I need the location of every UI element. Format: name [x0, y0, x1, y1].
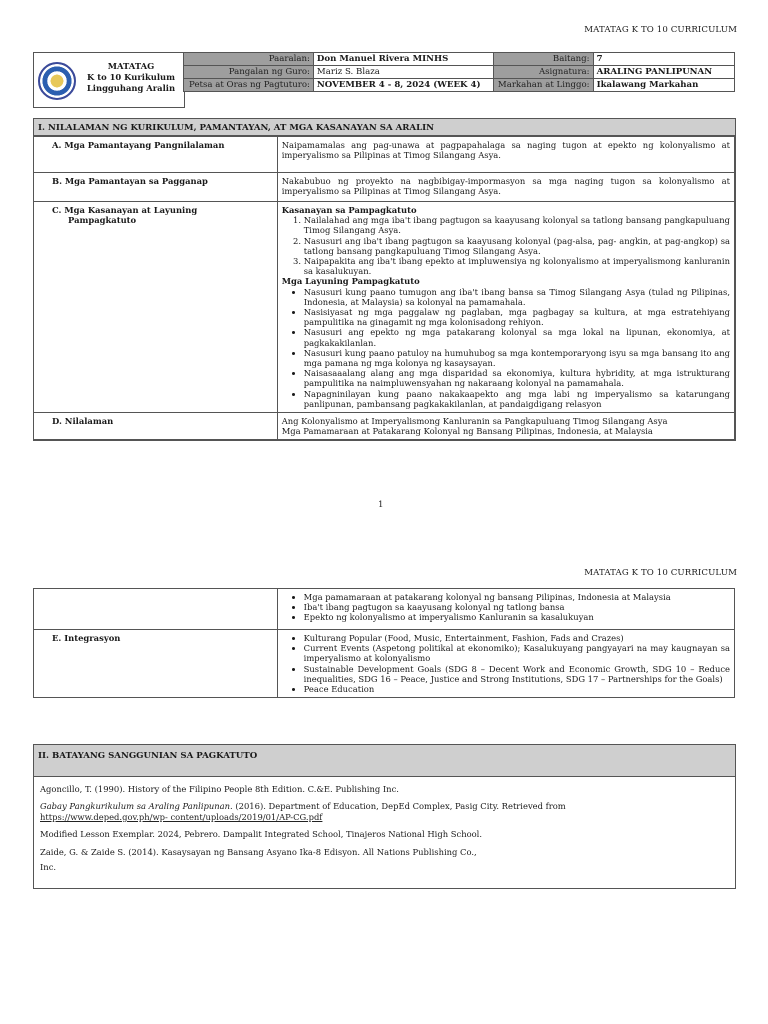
logo-title [78, 61, 184, 94]
logo-title-line-1: MATATAG [107, 61, 155, 71]
asignatura-label: Asignatura: [493, 66, 593, 79]
row-e-content [277, 630, 734, 698]
section-2-title: II. BATAYANG SANGGUNIAN SA PAGKATUTO [34, 745, 735, 777]
reference-2-details: (2016). Department of Education, DepEd Complex, Pasig City. Retrieved from [232, 801, 566, 812]
row-b-label: B. Mga Pamantayan sa Pagganap [34, 173, 278, 202]
row-c-label [34, 202, 278, 413]
paaralan-label: Paaralan: [184, 53, 314, 66]
info-table [183, 52, 735, 92]
row-c-label-line-1: C. Mga Kasanayan at Layuning [52, 205, 198, 215]
reference-3: Modified Lesson Exemplar. 2024, Pebrero. Dampalit Integrated School, Tinajeros National High School. [40, 829, 483, 840]
reference-2 [40, 801, 729, 811]
reference-2-link-line [40, 812, 729, 822]
reference-1: Agoncillo, T. (1990). History of the Filipino People 8th Edition. C.&E. Publishing Inc. [40, 784, 399, 794]
kasanayan-item: 2. Nasusuri ang iba't ibang pagtugon sa kaayusang kolonyal (pag-alsa, pag- angkin, at pag-angkop) sa tatlong bansang pangkapuluang Timog Silangang Asya. [304, 236, 730, 256]
integrasyon-list [282, 633, 730, 694]
running-header-page-2: MATATAG K TO 10 CURRICULUM [584, 568, 737, 578]
nilalaman-bullets [282, 592, 730, 623]
nilalaman-line: Mga Pamamaraan at Patakarang Kolonyal ng Bansang Pilipinas, Indonesia, at Malaysia [281, 426, 653, 437]
petsa-label: Petsa at Oras ng Pagtuturo: [184, 79, 314, 92]
layunin-item: • Nasusuri ang epekto ng mga patakarang kolonyal sa mga lokal na lipunan, ekonomiya, at pagkakakilanlan. [304, 327, 730, 347]
integrasyon-item: • Kulturang Popular (Food, Music, Entertainment, Fashion, Fads and Crazes) [304, 633, 730, 643]
integrasyon-item: • Peace Education [304, 684, 730, 694]
layunin-item: • Nasusuri kung paano patuloy na humuhubog sa mga kontemporaryong isyu sa mga bansang ito ang mga pamana ng mga kolonya ng kasaysayan. [304, 348, 730, 368]
kasanayan-list [282, 215, 730, 276]
row-c-content [277, 202, 734, 413]
nilalaman-line: Ang Kolonyalismo at Imperyalismong Kanluranin sa Pangkapuluang Timog Silangang Asya [281, 416, 668, 427]
nilalaman-bullet: • Iba't ibang pagtugon sa kaayusang kolonyal ng tatlong bansa [304, 602, 730, 612]
layunin-item: • Naisasaaalang alang ang mga disparidad sa ekonomiya, kultura hybridity, at mga istrukturang pampulitika na naimpluwensyahan ng nakaraang kolonyal na pamamahala. [304, 368, 730, 388]
section-2 [33, 744, 736, 889]
baitang-value: 7 [593, 53, 734, 66]
integrasyon-item: • Sustainable Development Goals (SDG 8 – Decent Work and Economic Growth, SDG 10 – Reduce inequalities, SDG 16 – Peace, Justice and Strong Institutions, SDG 17 – Partnerships for the Goals) [304, 664, 730, 684]
kasanayan-title: Kasanayan sa Pampagkatuto [281, 205, 417, 215]
section-1 [33, 118, 736, 441]
nilalaman-bullet: • Epekto ng kolonyalismo at imperyalismo Kanluranin sa kasalukuyan [304, 612, 730, 622]
kasanayan-item: 1. Nailalahad ang mga iba't ibang pagtugon sa kaayusang kolonyal sa tatlong bansang pangkapuluang Timog Silangang Asya. [304, 215, 730, 235]
baitang-label: Baitang: [493, 53, 593, 66]
nilalaman-bullet: • Mga pamamaraan at patakarang kolonyal ng bansang Pilipinas, Indonesia at Malaysia [304, 592, 730, 602]
reference-4: Zaide, G. & Zaide S. (2014). Kasaysayan ng Bansang Asyano Ika-8 Edisyon. All Nations Publishing Co., [40, 846, 477, 857]
reference-2-link[interactable]: https://www.deped.gov.ph/wp- content/uploads/2019/01/AP-CG.pdf [40, 811, 323, 822]
petsa-value: NOVEMBER 4 - 8, 2024 (WEEK 4) [313, 79, 493, 92]
guro-value: Mariz S. Blaza [313, 66, 493, 79]
logo-title-line-3: Lingguhang Aralin [86, 83, 176, 93]
logo-cell [33, 52, 185, 108]
asignatura-value: ARALING PANLIPUNAN [593, 66, 734, 79]
markahan-label: Markahan at Linggo: [493, 79, 593, 92]
layunin-title: Mga Layuning Pampagkatuto [281, 276, 420, 287]
reference-4-continued: Inc. [40, 862, 57, 873]
section-1-table [33, 136, 735, 440]
running-header: MATATAG K TO 10 CURRICULUM [584, 25, 737, 35]
row-c-label-line-2: Pampagkatuto [68, 215, 137, 226]
row-b-text: Nakabubuo ng proyekto na nagbibigay-impormasyon sa mga naging tugon sa kolonyalismo at imperyalismo sa Pilipinas at Timog Silangang Asya. [277, 173, 734, 202]
layunin-item: • Nasusuri kung paano tumugon ang iba't ibang bansa sa Timog Silangang Asya (tulad ng Pilipinas, Indonesia, at Malaysia) sa kolonyal na pamamahala. [304, 287, 730, 307]
page-number: 1 [378, 500, 384, 510]
kasanayan-item: 3. Naipapakita ang iba't ibang epekto at impluwensiya ng kolonyalismo at imperyalismong kanluranin sa kasalukuyan. [304, 256, 730, 276]
references [34, 777, 735, 882]
layunin-list [282, 287, 730, 409]
row-d-continued-content [277, 589, 734, 630]
deped-seal-icon [38, 62, 76, 100]
continuation-table [33, 588, 735, 698]
row-a-text: Naipamamalas ang pag-unawa at pagpapahalaga sa naging tugon at epekto ng kolonyalismo at imperyalismo sa Pilipinas at Timog Silangang Asya. [277, 137, 734, 173]
section-1-title: I. NILALAMAN NG KURIKULUM, PAMANTAYAN, AT MGA KASANAYAN SA ARALIN [34, 119, 735, 136]
row-d-content [277, 413, 734, 440]
reference-2-title: Gabay Pangkurikulum sa Araling Panlipunan. [40, 801, 233, 812]
row-a-label: A. Mga Pamantayang Pangnilalaman [34, 137, 278, 173]
row-d-continued-label [34, 589, 278, 630]
layunin-item: • Nasisiyasat ng mga paggalaw ng paglaban, mga pagbagay sa kultura, at mga estratehiyang pampulitika na ginagamit ng mga kolonisadong rehiyon. [304, 307, 730, 327]
layunin-item: • Napagninilayan kung paano nakakaapekto ang mga labi ng imperyalismo sa katarungang panlipunan, pambansang pagkakakilanlan, at pandaigdigang relasyon [304, 389, 730, 409]
guro-label: Pangalan ng Guro: [184, 66, 314, 79]
row-e-label: E. Integrasyon [34, 630, 278, 698]
integrasyon-item: • Current Events (Aspetong politikal at ekonomiko); Kasalukuyang pangyayari na may kaugnayan sa imperyalismo at kolonyalismo [304, 643, 730, 663]
row-d-label: D. Nilalaman [34, 413, 278, 440]
markahan-value: Ikalawang Markahan [593, 79, 734, 92]
logo-title-line-2: K to 10 Kurikulum [87, 72, 175, 82]
paaralan-value: Don Manuel Rivera MINHS [313, 53, 493, 66]
